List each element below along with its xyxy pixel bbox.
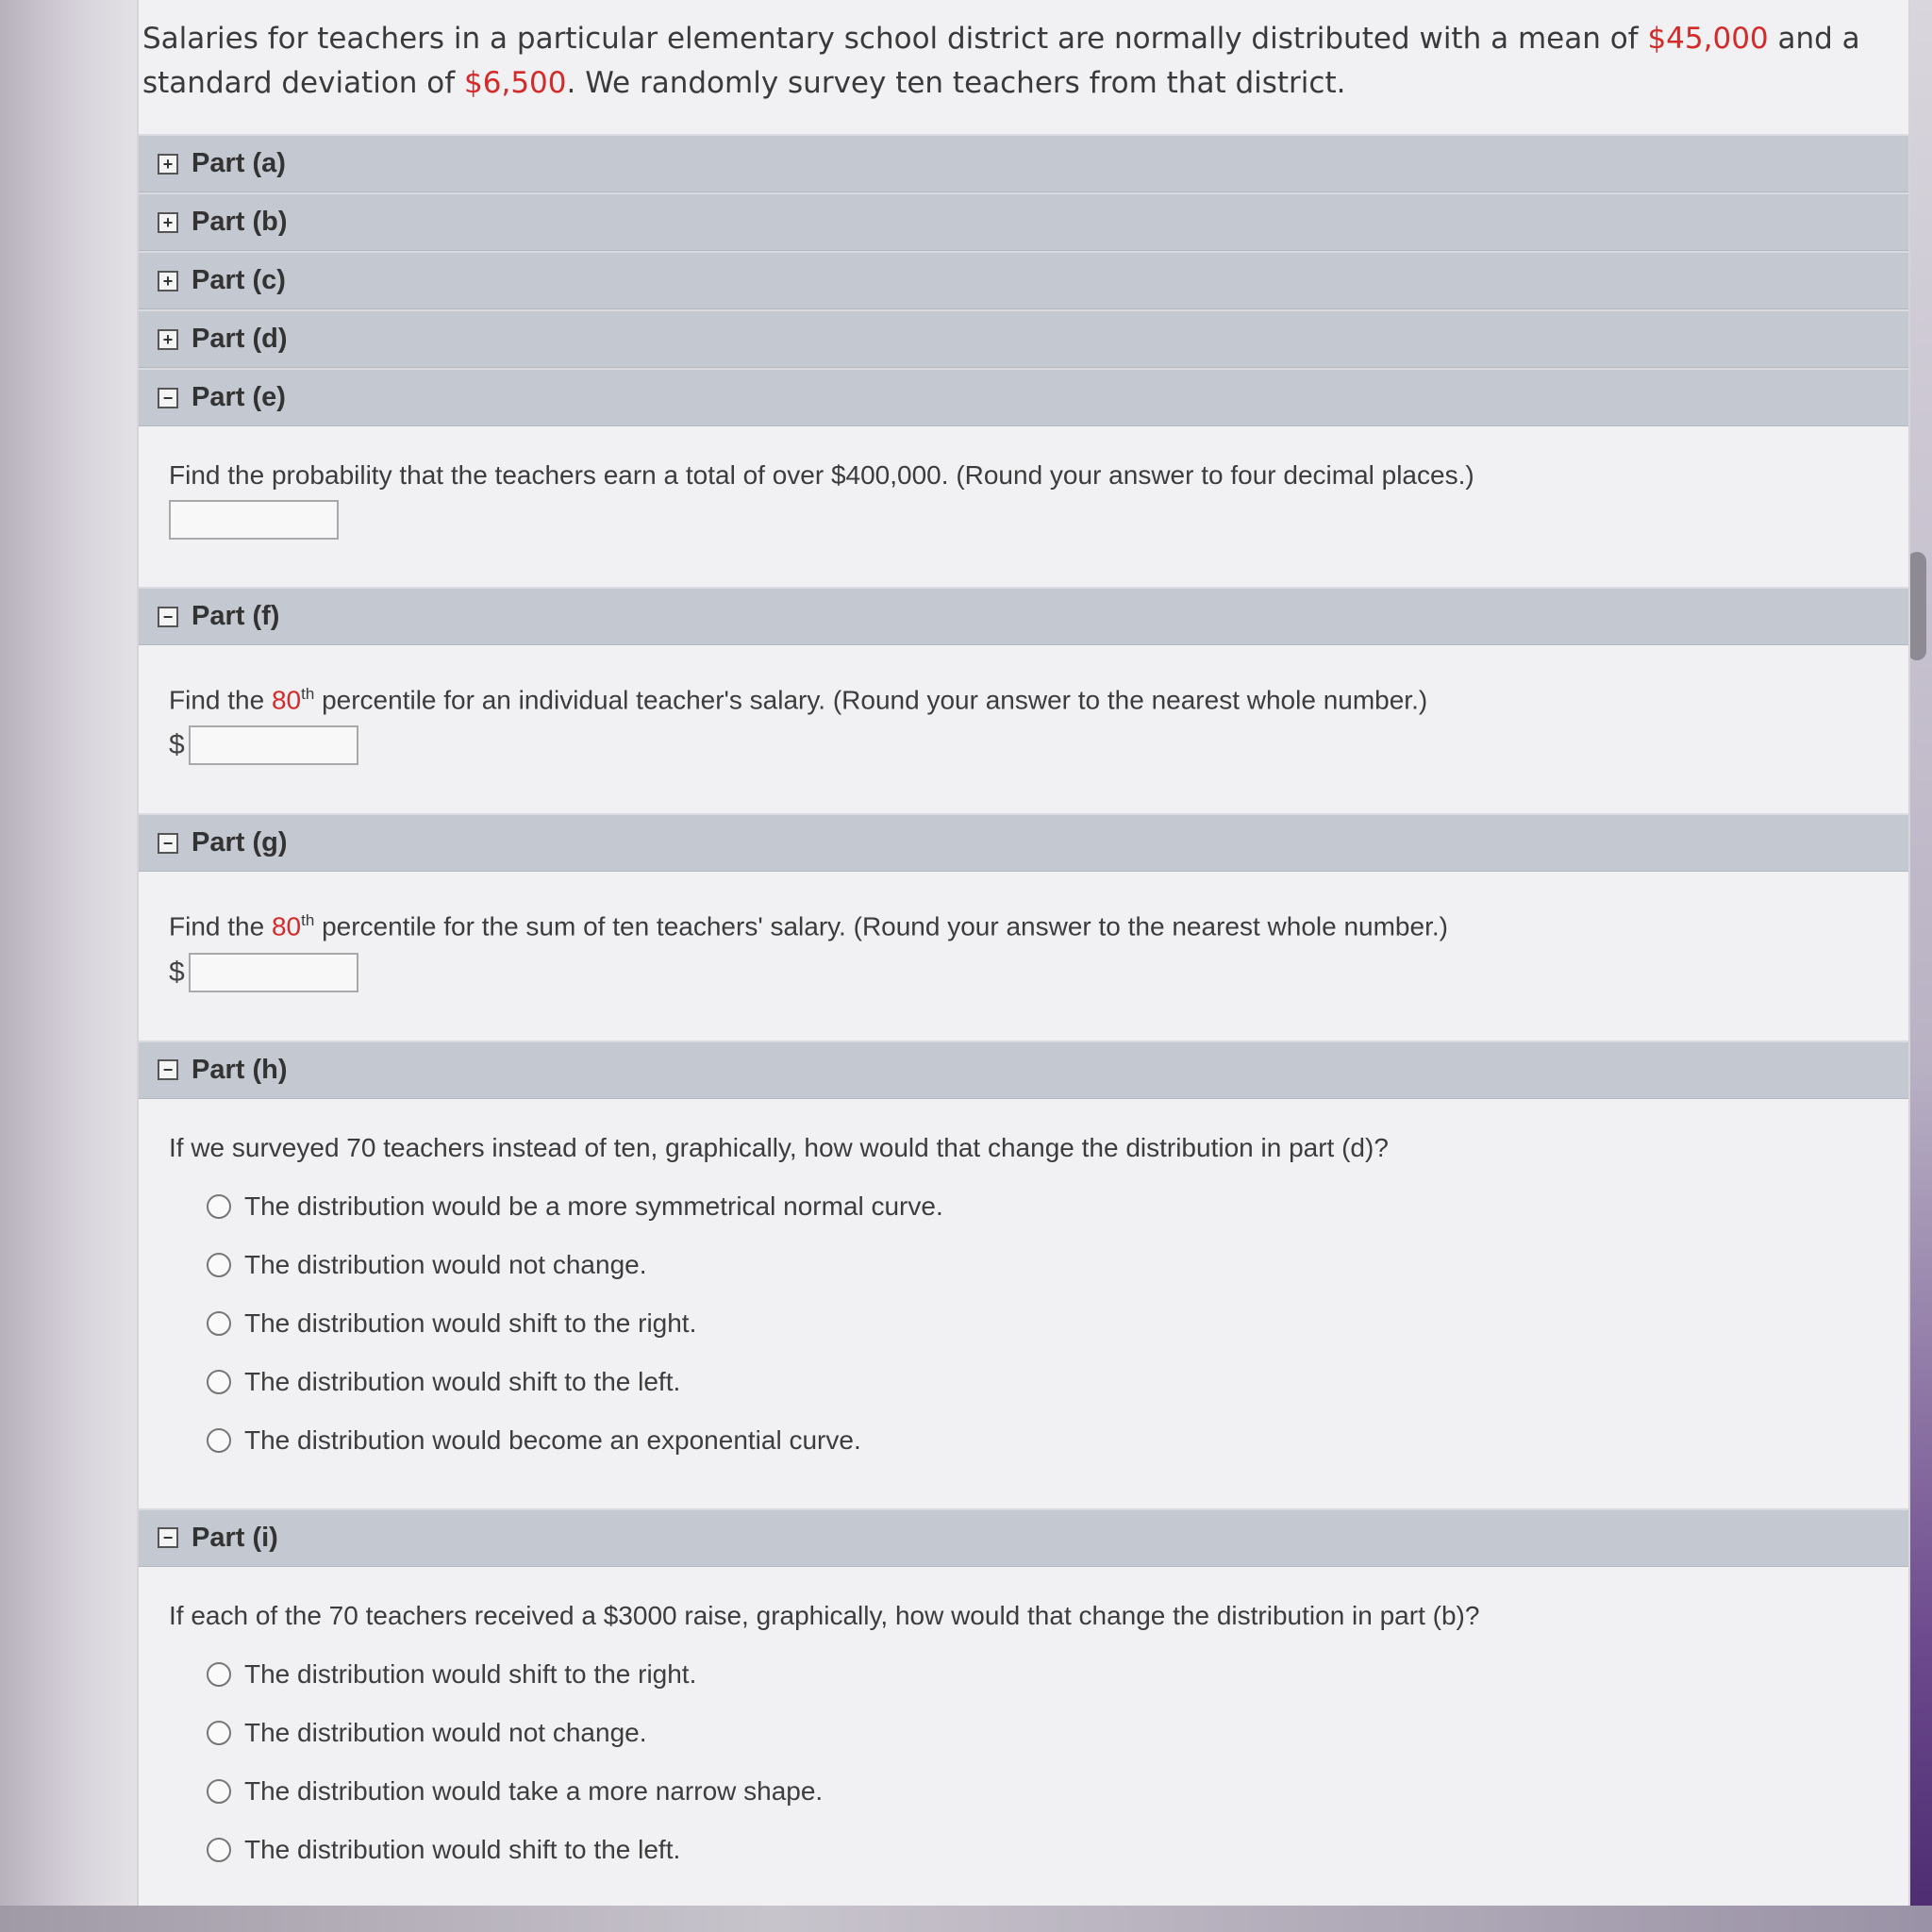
part-a-header[interactable] (139, 134, 1908, 192)
part-h-body (139, 1099, 1908, 1508)
part-d-header[interactable] (139, 309, 1908, 368)
part-f-ordinal: 80 (271, 685, 302, 715)
part-g-label: Part (g) (192, 827, 288, 858)
bottom-edge (0, 1906, 1932, 1932)
option-label: The distribution would become an exponential curve. (244, 1424, 861, 1455)
part-e-label: Part (e) (192, 382, 286, 412)
part-b-label: Part (b) (192, 207, 288, 237)
part-e-header[interactable] (139, 368, 1908, 426)
part-i-header[interactable] (139, 1508, 1908, 1567)
radio-button[interactable] (207, 1311, 231, 1336)
part-i-question: If each of the 70 teachers received a $3000 raise, graphically, how would that change the distribution in part (b)? (169, 1600, 1480, 1630)
currency-symbol: $ (169, 729, 185, 761)
collapse-icon[interactable]: − (158, 1059, 178, 1080)
intro-text-1: Salaries for teachers in a particular elementary school district are normally distributed with a mean of (142, 22, 1648, 56)
collapse-icon[interactable]: − (158, 388, 178, 408)
option-label: The distribution would take a more narrow shape. (244, 1775, 824, 1806)
part-h-option[interactable] (207, 1420, 1880, 1461)
part-e-answer-row (169, 500, 1880, 540)
part-f-question (169, 674, 1880, 721)
part-i-option[interactable] (207, 1829, 1880, 1871)
part-e-answer-input[interactable] (169, 500, 339, 540)
left-background (0, 0, 137, 1932)
part-h-option[interactable] (207, 1303, 1880, 1344)
question-panel (137, 0, 1910, 1932)
radio-button[interactable] (207, 1194, 231, 1219)
sd-value: $6,500 (464, 66, 567, 100)
part-i-body (139, 1567, 1908, 1918)
part-f-answer-input[interactable] (189, 725, 358, 765)
part-h-option[interactable] (207, 1244, 1880, 1286)
part-b-header[interactable] (139, 192, 1908, 251)
radio-button[interactable] (207, 1838, 231, 1862)
part-h-header[interactable] (139, 1041, 1908, 1099)
option-label: The distribution would be a more symmetrical normal curve. (244, 1191, 943, 1221)
option-label: The distribution would shift to the right. (244, 1307, 697, 1338)
option-label: The distribution would shift to the right. (244, 1658, 697, 1689)
collapsed-parts (139, 134, 1908, 368)
radio-button[interactable] (207, 1779, 231, 1804)
part-h-label: Part (h) (192, 1054, 288, 1085)
option-label: The distribution would not change. (244, 1717, 647, 1747)
expand-icon[interactable]: + (158, 154, 178, 175)
part-i-label: Part (i) (192, 1522, 278, 1553)
option-label: The distribution would not change. (244, 1249, 647, 1279)
part-f-answer-row (169, 724, 1880, 766)
part-h-option[interactable] (207, 1186, 1880, 1227)
part-g-answer-row (169, 952, 1880, 993)
part-h-option[interactable] (207, 1361, 1880, 1403)
part-h-question: If we surveyed 70 teachers instead of ten, graphically, how would that change the distribution in part (d)? (169, 1132, 1389, 1162)
scrollbar-thumb[interactable] (1907, 552, 1926, 660)
intro-text-2: and a standard deviation of (142, 22, 1860, 100)
expand-icon[interactable]: + (158, 212, 178, 233)
part-a-label: Part (a) (192, 148, 286, 178)
part-g-answer-input[interactable] (189, 953, 358, 992)
part-g-body (139, 872, 1908, 1040)
radio-button[interactable] (207, 1370, 231, 1394)
problem-intro (139, 0, 1908, 134)
part-f-suffix: th (301, 685, 315, 703)
part-f-q-after: percentile for an individual teacher's salary. (Round your answer to the nearest whole number.) (314, 685, 1428, 715)
radio-button[interactable] (207, 1428, 231, 1453)
collapse-icon[interactable]: − (158, 1527, 178, 1548)
part-i-option[interactable] (207, 1712, 1880, 1754)
part-e-body (139, 426, 1908, 587)
part-f-header[interactable] (139, 587, 1908, 645)
expand-icon[interactable]: + (158, 329, 178, 350)
part-f-label: Part (f) (192, 601, 280, 631)
radio-button[interactable] (207, 1662, 231, 1687)
currency-symbol: $ (169, 956, 185, 988)
part-i-option[interactable] (207, 1654, 1880, 1695)
part-c-label: Part (c) (192, 265, 286, 295)
part-g-ordinal: 80 (271, 911, 302, 941)
part-e-question: Find the probability that the teachers earn a total of over $400,000. (Round your answer to four decimal places.) (169, 460, 1474, 490)
collapse-icon[interactable]: − (158, 607, 178, 627)
part-f-body (139, 645, 1908, 813)
part-g-question (169, 900, 1880, 947)
part-d-label: Part (d) (192, 324, 288, 354)
part-g-q-before: Find the (169, 911, 272, 941)
intro-text-3: . We randomly survey ten teachers from that district. (566, 66, 1346, 100)
collapse-icon[interactable]: − (158, 833, 178, 854)
part-c-header[interactable] (139, 251, 1908, 309)
part-i-option[interactable] (207, 1771, 1880, 1812)
mean-value: $45,000 (1647, 22, 1769, 56)
option-label: The distribution would shift to the left. (244, 1834, 681, 1864)
part-g-suffix: th (301, 911, 315, 930)
expand-icon[interactable]: + (158, 271, 178, 291)
part-f-q-before: Find the (169, 685, 272, 715)
radio-button[interactable] (207, 1253, 231, 1277)
option-label: The distribution would shift to the left. (244, 1366, 681, 1396)
part-g-q-after: percentile for the sum of ten teachers' salary. (Round your answer to the nearest whole number.) (314, 911, 1448, 941)
part-g-header[interactable] (139, 813, 1908, 872)
radio-button[interactable] (207, 1721, 231, 1745)
